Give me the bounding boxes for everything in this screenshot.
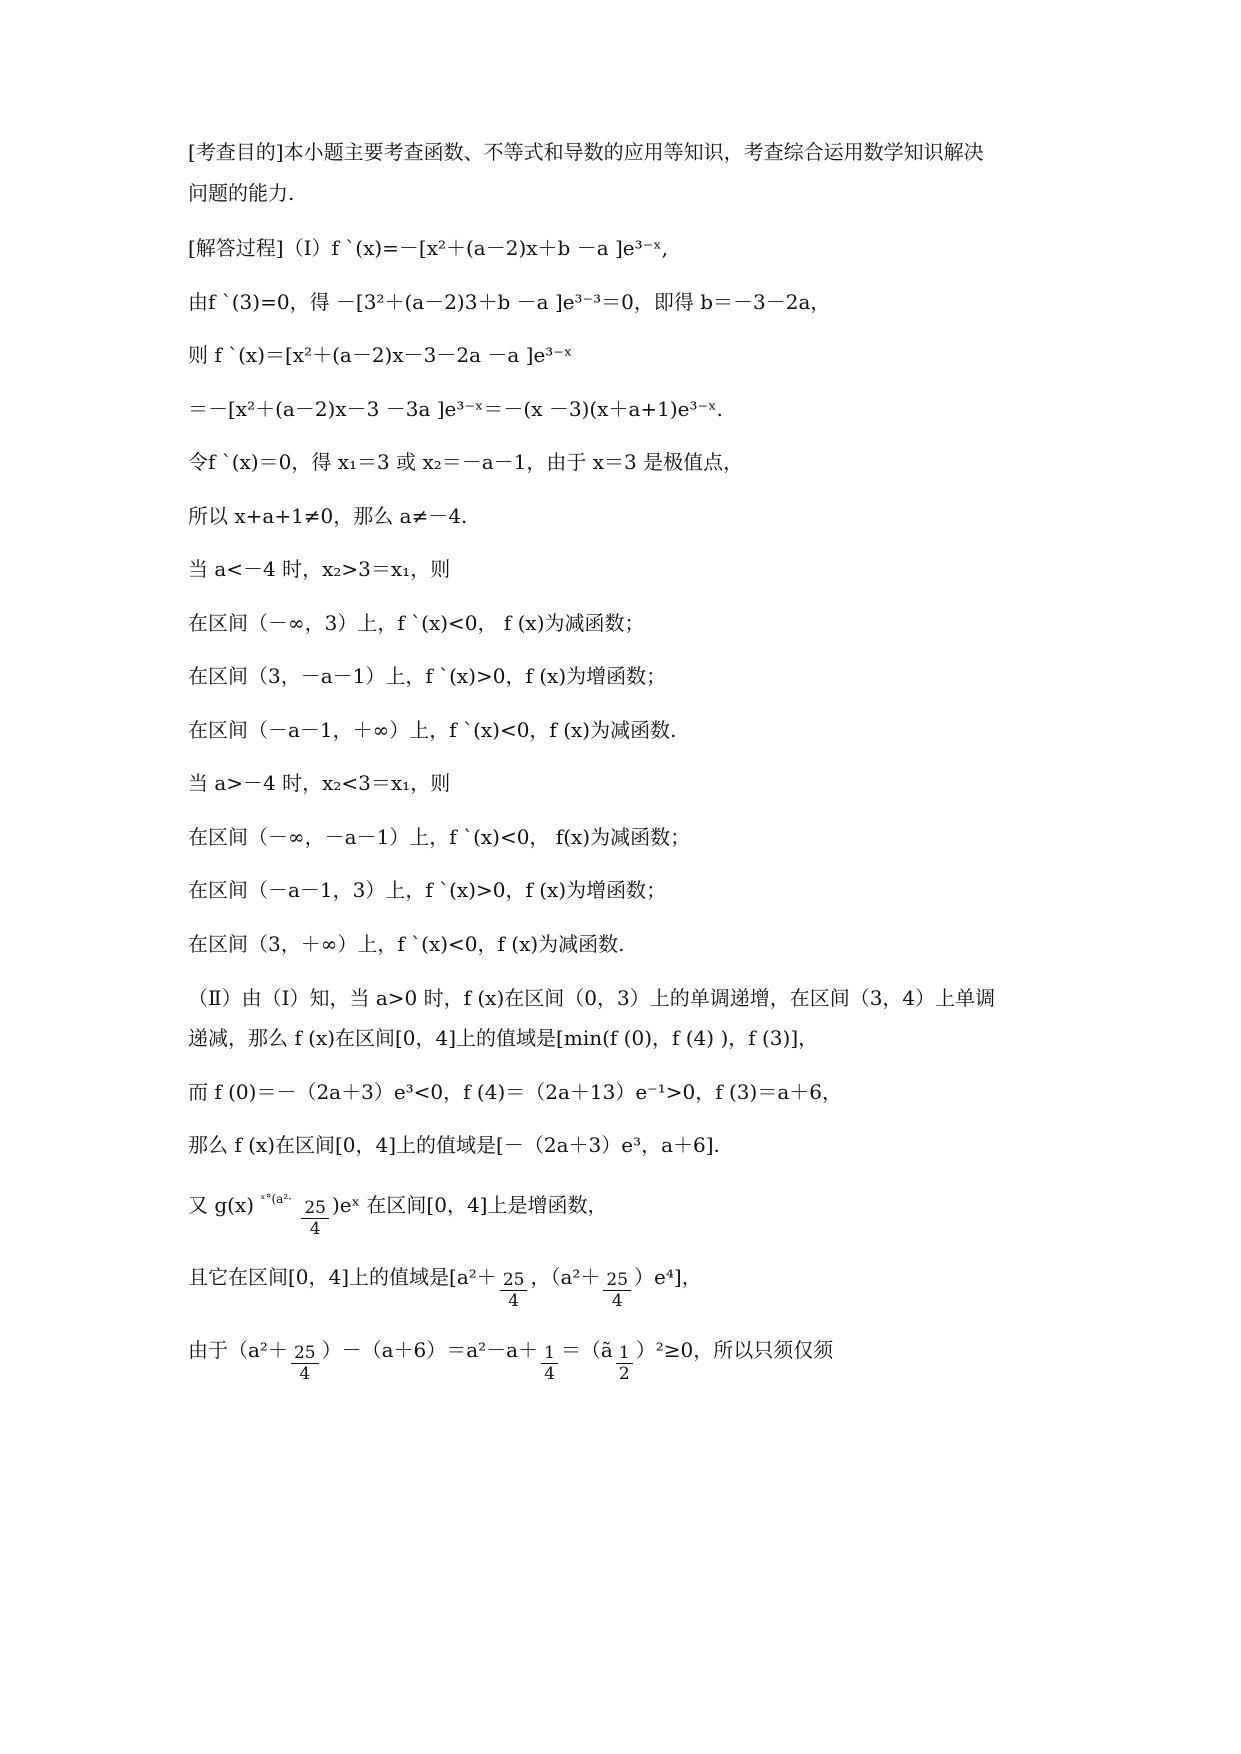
fraction: $\frac{25}{4}$ [291,1343,319,1384]
text-line: 当 a>－4 时，x₂<3＝x₁，则 [188,771,451,795]
text-line: 当 a<－4 时，x₂>3＝x₁，则 [188,557,451,581]
text-line-purpose: [考查目的]本小题主要考查函数、不等式和导数的应用等知识，考查综合运用数学知识解决 [188,140,984,164]
text-line: 而 f (0)＝－（2a＋3）e³<0，f (4)＝（2a＋13）e⁻¹>0，f (3)＝a＋6， [188,1080,842,1104]
fraction: $\frac{1}{2}$ [616,1343,633,1384]
text-line: 问题的能力. [188,181,295,205]
text-line: 在区间（－a－1，＋∞）上，f `(x)<0，f (x)为减函数. [188,718,677,742]
text-line: 那么 f (x)在区间[0，4]上的值域是[－（2a＋3）e³，a＋6]. [188,1133,720,1157]
text-line: 令f `(x)＝0，得 x₁＝3 或 x₂＝－a－1，由于 x＝3 是极值点， [188,450,744,474]
text-line: ＝－[x²＋(a－2)x－3 －3a ]e³⁻ˣ＝－(x －3)(x＋a+1)e³⁻ˣ. [188,397,723,421]
text-line: 在区间（－∞，3）上，f `(x)<0， f (x)为减函数； [188,611,645,635]
formula-line-compare: 由于（a²＋ $\frac{25}{4}$ ）－（a＋6）＝a²－a＋ $\frac{1}{4}$ ＝（ã $\frac{1}{2}$ ）²≥0，所以只须仅须 [188,1338,834,1384]
fraction: $\frac{25}{4}$ [603,1270,631,1311]
text-line-solution: [解答过程]（Ⅰ）f `(x)=－[x²＋(a－2)x＋b －a ]e³⁻ˣ, [188,236,669,260]
fraction: $\frac{25}{4}$ [500,1270,528,1311]
text-line: 则 f `(x)＝[x²＋(a－2)x－3－2a －a ]e³⁻ˣ [188,343,573,367]
text-line: （Ⅱ）由（Ⅰ）知，当 a>0 时，f (x)在区间（0，3）上的单调递增，在区间（3，4）上单调 [188,986,996,1010]
text-line: 由f `(3)=0，得 －[3²＋(a－2)3＋b －a ]e³⁻³＝0，即得 b＝－3－2a， [188,290,831,314]
text-line: 递减，那么 f (x)在区间[0，4]上的值域是[min(f (0)，f (4) )，f (3)]， [188,1026,819,1050]
fraction: $\frac{1}{4}$ [541,1343,558,1384]
text-line: 所以 x+a+1≠0，那么 a≠－4. [188,504,468,528]
formula-line-g: 又 g(x) $^{ˣ^\circ(a^2\cdot}$ $\frac{25}{4}$ )eˣ 在区间[0，4]上是增函数， [188,1192,608,1239]
text-line: 在区间（－a－1，3）上，f `(x)>0，f (x)为增函数； [188,878,667,902]
text-line: 在区间（3，＋∞）上，f `(x)<0，f (x)为减函数. [188,932,625,956]
text-line: 在区间（－∞，－a－1）上，f `(x)<0， f(x)为减函数； [188,825,691,849]
formula-line-range: 且它在区间[0，4]上的值域是[a²＋ $\frac{25}{4}$ ，（a²＋ $\frac{25}{4}$ ）e⁴]， [188,1265,702,1311]
fraction: $\frac{25}{4}$ [301,1198,329,1239]
text-line: 在区间（3，－a－1）上，f `(x)>0，f (x)为增函数； [188,664,667,688]
